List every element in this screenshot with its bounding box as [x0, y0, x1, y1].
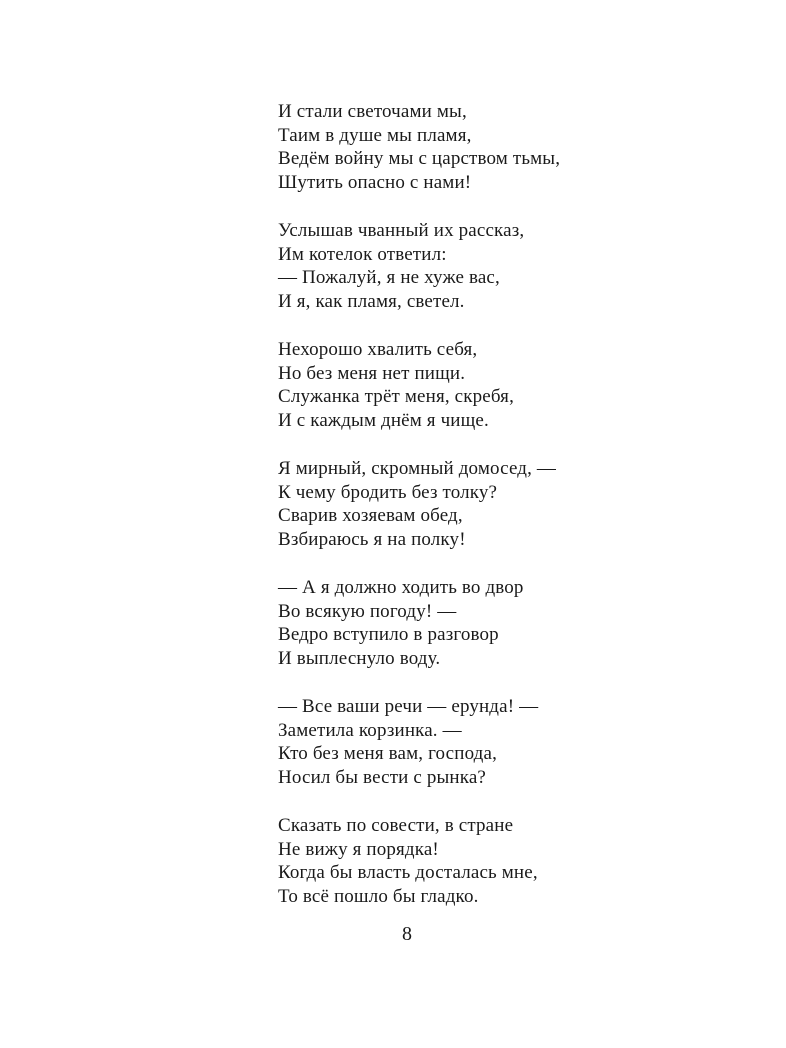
page-number-text: 8 [402, 923, 412, 945]
poem-line: Носил бы вести с рынка? [278, 766, 487, 788]
poem-line: Ведро вступило в разговор [278, 624, 499, 645]
poem-line: Сварив хозяевам обед, [278, 505, 463, 526]
poem-line: И стали светочами мы, [278, 101, 467, 122]
stanza-7 [278, 814, 698, 908]
stanza-4 [278, 457, 698, 551]
poem-line: Им котелок ответил: [278, 243, 447, 265]
poem-line: — Пожалуй, я не хуже вас, [278, 267, 500, 288]
poem-line: Кто без меня вам, господа, [278, 743, 497, 764]
poem-line: Не вижу я порядка! [278, 838, 439, 860]
poem-line: Но без меня нет пищи. [278, 362, 466, 384]
poem-line: То всё пошло бы гладко. [278, 885, 479, 907]
poem-line: Когда бы власть досталась мне, [278, 862, 538, 883]
poem-line: Заметила корзинка. — [278, 719, 462, 741]
poem-line: — А я должно ходить во двор [278, 577, 524, 598]
poem-line: Ведём войну мы с царством тьмы, [278, 148, 561, 169]
poem-line: Шутить опасно с нами! [278, 171, 472, 193]
poem-line: — Все ваши речи — ерунда! — [278, 696, 539, 717]
poem-line: И с каждым днём я чище. [278, 409, 489, 431]
poem-body [278, 100, 698, 933]
poem-line: И я, как пламя, светел. [278, 290, 465, 312]
poem-line: И выплеснуло воду. [278, 647, 441, 669]
poem-line: Услышав чванный их рассказ, [278, 220, 525, 241]
poem-line: Взбираюсь я на полку! [278, 528, 466, 550]
stanza-6 [278, 695, 698, 789]
poem-line: Нехорошо хвалить себя, [278, 339, 478, 360]
poem-line: Служанка трёт меня, скребя, [278, 386, 514, 407]
poem-line: Сказать по совести, в стране [278, 815, 514, 836]
stanza-1 [278, 100, 698, 194]
poem-line: Во всякую погоду! — [278, 600, 457, 622]
stanza-2 [278, 219, 698, 313]
poem-line: Я мирный, скромный домосед, — [278, 458, 557, 479]
stanza-5 [278, 576, 698, 670]
poem-line: Таим в душе мы пламя, [278, 124, 472, 146]
stanza-3 [278, 338, 698, 432]
page-number [0, 922, 786, 946]
poem-line: К чему бродить без толку? [278, 481, 498, 503]
